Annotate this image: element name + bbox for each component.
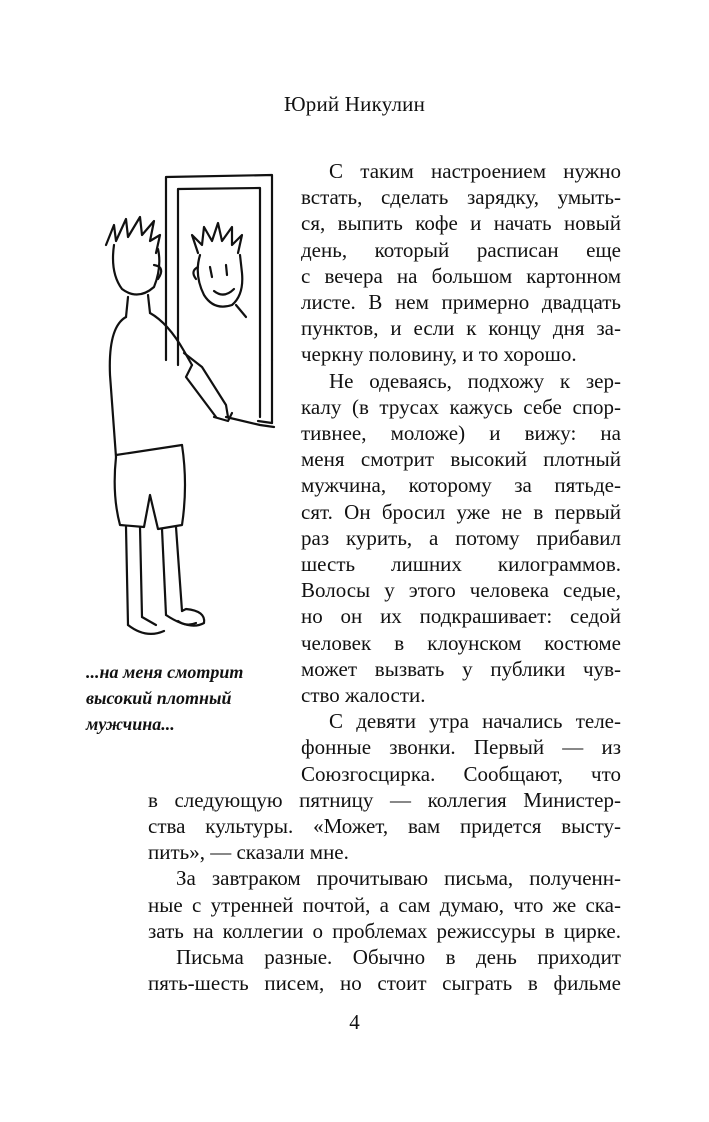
text-line: может вызвать у публики чув-	[301, 656, 621, 681]
text-line: фонные звонки. Первый — из	[301, 735, 621, 760]
text-line: Письма разные. Обычно в день приходит	[176, 945, 621, 969]
text-line: с вечера на большом картонном	[301, 263, 621, 288]
text-line: листе. В нем примерно двадцать	[301, 290, 621, 314]
text-line: черкну половину, и то хорошо.	[301, 342, 577, 367]
caption-line: ...на меня смотрит	[86, 662, 244, 682]
text-line: день, который расписан еще	[301, 237, 621, 262]
text-line: ство жалости.	[301, 683, 426, 707]
text-line: ся, выпить кофе и начать новый	[301, 211, 621, 236]
text-line: пить», — сказали мне.	[148, 840, 349, 865]
text-line: пунктов, и если к концу дня за-	[301, 316, 621, 341]
text-line: калу (в трусах кажусь себе спор-	[301, 394, 621, 419]
running-header: Юрий Никулин	[283, 92, 426, 116]
text-line: С девяти утра начались теле-	[329, 709, 621, 734]
man-at-mirror-drawing	[86, 155, 296, 655]
text-line: С таким настроением нужно	[329, 159, 621, 183]
text-line: в следующую пятницу — коллегия Министер-	[148, 787, 621, 812]
text-line: меня смотрит высокий плотный	[301, 447, 621, 472]
text-line: Волосы у этого человека седые,	[301, 578, 621, 603]
text-line: ства культуры. «Может, вам придется высту-	[148, 814, 621, 838]
text-line: За завтраком прочитываю письма, полученн-	[176, 866, 621, 891]
illustration-caption	[86, 659, 296, 738]
text-line: шесть лишних килограммов.	[301, 552, 621, 576]
text-line: зать на коллегии о проблемах режиссуры в цирке.	[148, 918, 621, 943]
text-line: ные с утренней почтой, а сам думаю, что же ска-	[148, 892, 621, 917]
caption-line: высокий плотный	[86, 688, 232, 709]
text-line: сят. Он бросил уже не в первый	[301, 499, 621, 524]
text-line: пять-шесть писем, но стоит сыграть в фильме	[148, 971, 621, 996]
text-line: раз курить, а потому прибавил	[301, 525, 621, 550]
text-line: человек в клоунском костюме	[301, 630, 621, 655]
caption-line: мужчина...	[86, 714, 175, 735]
text-line: Не одеваясь, подхожу к зер-	[329, 368, 621, 393]
page-number: 4	[349, 1010, 360, 1034]
text-line: но он их подкрашивает: седой	[301, 604, 621, 629]
text-line: тивнее, моложе) и вижу: на	[301, 421, 621, 445]
man-at-mirror-illustration	[86, 155, 296, 655]
text-line: встать, сделать зарядку, умыть-	[301, 185, 621, 210]
text-line: мужчина, которому за пятьде-	[301, 473, 621, 498]
text-line: Союзгосцирка. Сообщают, что	[301, 761, 621, 786]
